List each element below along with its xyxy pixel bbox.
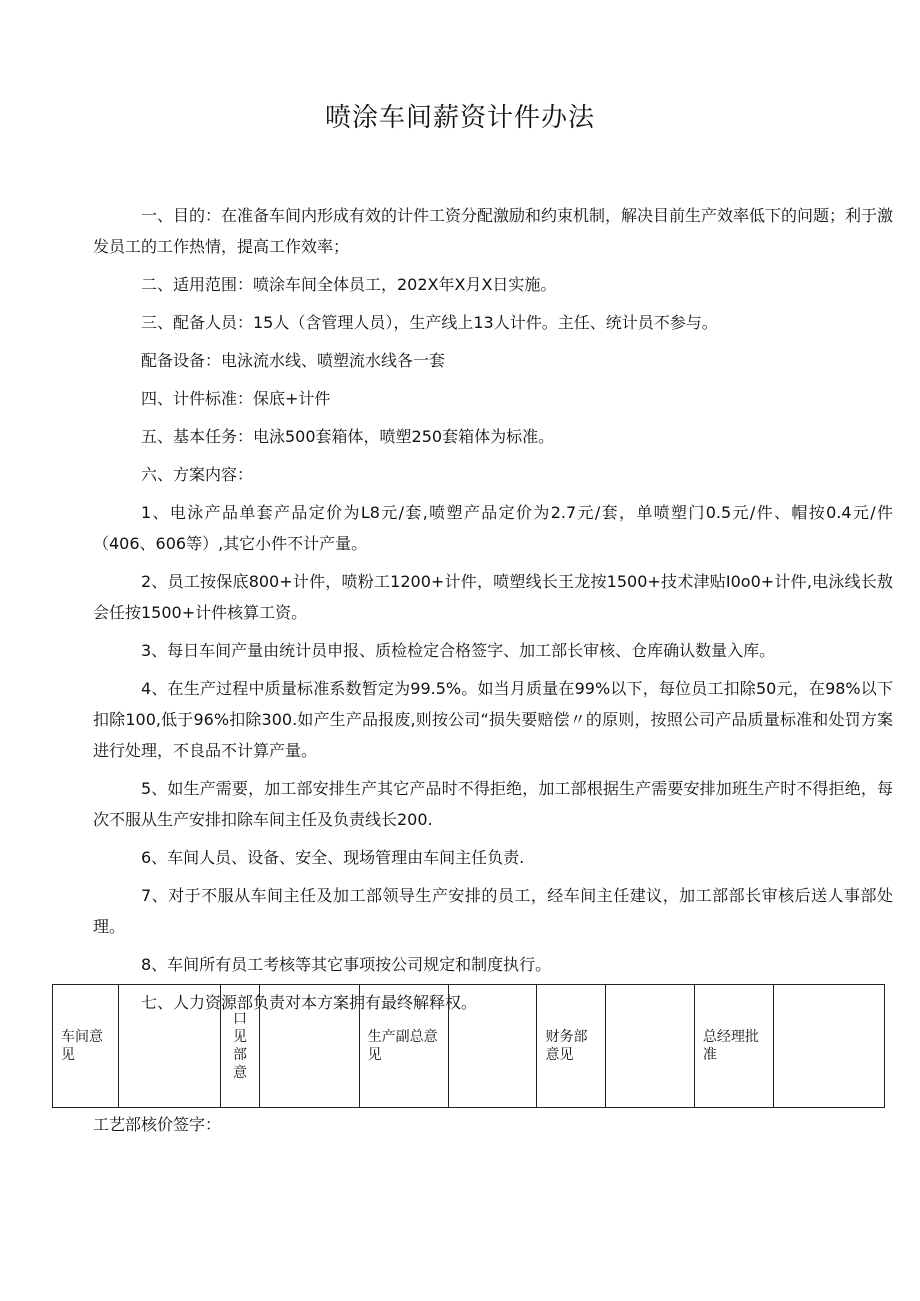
finance-opinion-field[interactable]: [605, 985, 694, 1108]
approval-table: [52, 984, 885, 1108]
approval-row: [53, 985, 885, 1108]
finance-opinion-label: 财务部意见: [537, 985, 605, 1108]
document-body: [93, 200, 893, 1025]
paragraph-staffing: 三、配备人员：15人（含管理人员），生产线上13人计件。主任、统计员不参与。: [141, 313, 718, 332]
signature-label: 工艺部核价签字：: [93, 1115, 222, 1134]
paragraph-scope: 二、适用范围：喷涂车间全体员工，202X年X月X日实施。: [141, 275, 557, 294]
dept-opinion-label-cell: [220, 985, 260, 1108]
paragraph-equipment: 配备设备：电泳流水线、喷塑流水线各一套: [141, 351, 446, 370]
workshop-opinion-field[interactable]: [119, 985, 220, 1108]
paragraph-item-7: 7、对于不服从车间主任及加工部领导生产安排的员工，经车间主任建议，加工部部长审核后送人事部处理。: [93, 886, 893, 936]
paragraph-interpretation: 七、人力资源部负责对本方案拥有最终解释权。: [141, 993, 478, 1012]
document-title: 喷涂车间薪资计件办法: [324, 103, 595, 133]
workshop-opinion-label: 车间意见: [53, 985, 119, 1108]
paragraph-item-8: 8、车间所有员工考核等其它事项按公司规定和制度执行。: [141, 955, 552, 974]
paragraph-task: 五、基本任务：电泳500套箱体，喷塑250套箱体为标准。: [141, 427, 555, 446]
paragraph-item-1: 1、电泳产品单套产品定价为L8元/套,喷塑产品定价为2.7元/套，单喷塑门0.5元/件、帽按0.4元/件（406、606等）,其它小件不计产量。: [93, 503, 893, 553]
gm-approval-field[interactable]: [773, 985, 884, 1108]
vp-production-opinion-field[interactable]: [448, 985, 537, 1108]
paragraph-item-5: 5、如生产需要，加工部安排生产其它产品时不得拒绝，加工部根据生产需要安排加班生产时不得拒绝，每次不服从生产安排扣除车间主任及负责线长200.: [93, 779, 893, 829]
dept-opinion-label: 口见部意: [233, 1011, 248, 1081]
paragraph-purpose: 一、目的：在准备车间内形成有效的计件工资分配激励和约束机制，解决目前生产效率低下的问题；利于激发员工的工作热情，提高工作效率；: [93, 206, 894, 256]
vp-production-opinion-label: 生产副总意见: [359, 985, 448, 1108]
paragraph-item-4: 4、在生产过程中质量标准系数暂定为99.5%。如当月质量在99%以下，每位员工扣除50元，在98%以下扣除100,低于96%扣除300.如产生产品报废,则按公司“损失要赔偿〃的原则，按照公司产品质量标准和处罚方案进行处理，不良品不计算产量。: [93, 679, 893, 760]
paragraph-item-2: 2、员工按保底800+计件，喷粉工1200+计件，喷塑线长王龙按1500+技术津贴I0o0+计件,电泳线长敖会任按1500+计件核算工资。: [93, 572, 893, 622]
dept-opinion-field[interactable]: [260, 985, 359, 1108]
gm-approval-label: 总经理批准: [694, 985, 773, 1108]
paragraph-item-6: 6、车间人员、设备、安全、现场管理由车间主任负责.: [141, 848, 525, 867]
paragraph-item-3: 3、每日车间产量由统计员申报、质检检定合格签字、加工部长审核、仓库确认数量入库。: [141, 641, 776, 660]
paragraph-plan-heading: 六、方案内容：: [141, 465, 254, 484]
paragraph-standard: 四、计件标准：保底+计件: [141, 389, 331, 408]
